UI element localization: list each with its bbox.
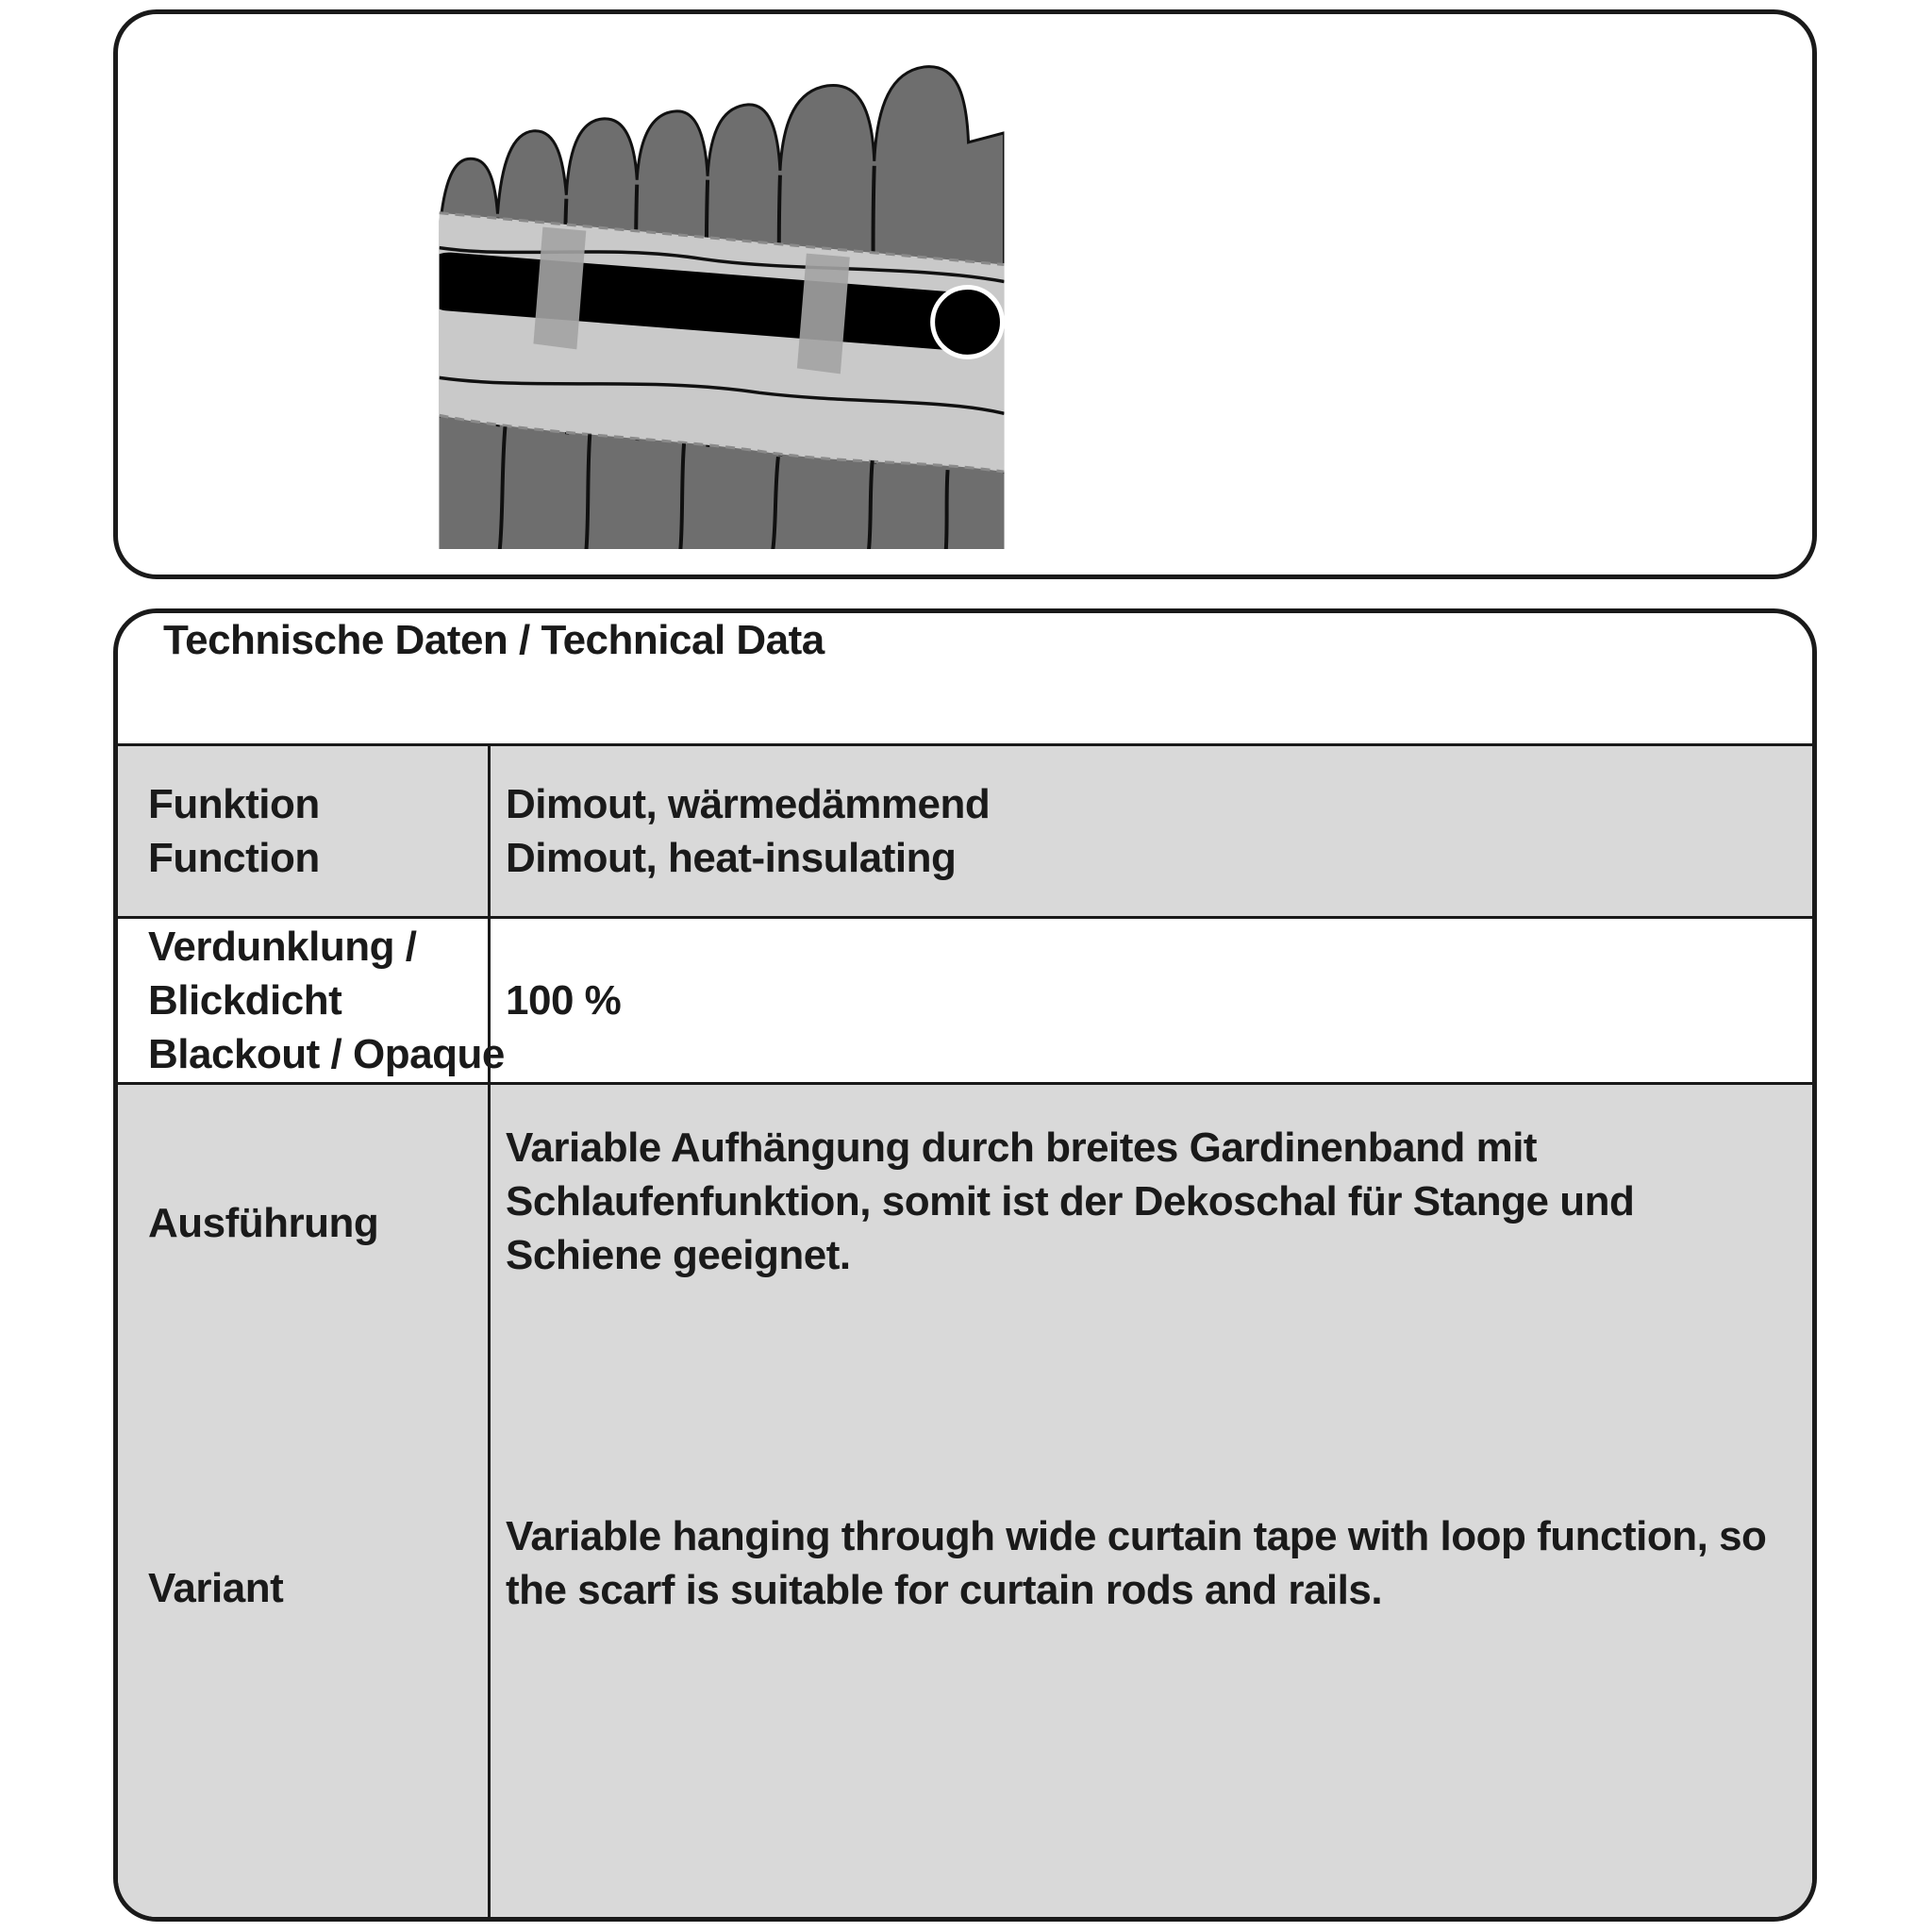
label-blickdicht: Blickdicht bbox=[148, 976, 342, 1024]
row-variant-label-cell bbox=[118, 1085, 491, 1917]
label-blackout-opaque: Blackout / Opaque bbox=[148, 1031, 505, 1078]
value-variant-en: Variable hanging through wide curtain tape with loop function, so the scarf is suitable for curtain rods and rails. bbox=[506, 1512, 1767, 1613]
curtain-rod-illustration bbox=[396, 39, 1085, 552]
table-row-variant bbox=[118, 1082, 1812, 1917]
curtain-rod bbox=[449, 282, 953, 322]
row-function-label-cell bbox=[118, 746, 491, 916]
illustration-panel bbox=[113, 9, 1817, 579]
label-variant: Variant bbox=[148, 1565, 284, 1612]
label-ausfuehrung: Ausführung bbox=[148, 1200, 379, 1246]
row-variant-value-cell bbox=[491, 1085, 1812, 1917]
rod-end-cap bbox=[933, 288, 1003, 358]
label-funktion: Funktion bbox=[148, 780, 320, 827]
label-function: Function bbox=[148, 835, 320, 881]
table-row-blackout bbox=[118, 916, 1812, 1082]
curtain-illustration-svg bbox=[396, 39, 1085, 552]
technical-data-panel bbox=[113, 608, 1817, 1922]
value-function-en: Dimout, heat-insulating bbox=[506, 835, 957, 881]
value-funktion-de: Dimout, wärmedämmend bbox=[506, 780, 991, 827]
row-blackout-label-cell bbox=[118, 919, 505, 1082]
value-blackout-percent: 100 % bbox=[506, 976, 622, 1024]
table-row-function bbox=[118, 746, 1812, 916]
value-variant-de: Variable Aufhängung durch breites Gardinenband mit Schlaufenfunktion, somit ist der Dekoschal für Stange und Schiene geeignet. bbox=[506, 1124, 1635, 1279]
label-verdunklung: Verdunklung / bbox=[148, 923, 417, 970]
technical-data-title: Technische Daten / Technical Data bbox=[163, 617, 824, 663]
row-blackout-value-cell bbox=[491, 919, 1812, 1082]
row-function-value-cell bbox=[491, 746, 1812, 916]
technical-data-table bbox=[118, 743, 1812, 1917]
